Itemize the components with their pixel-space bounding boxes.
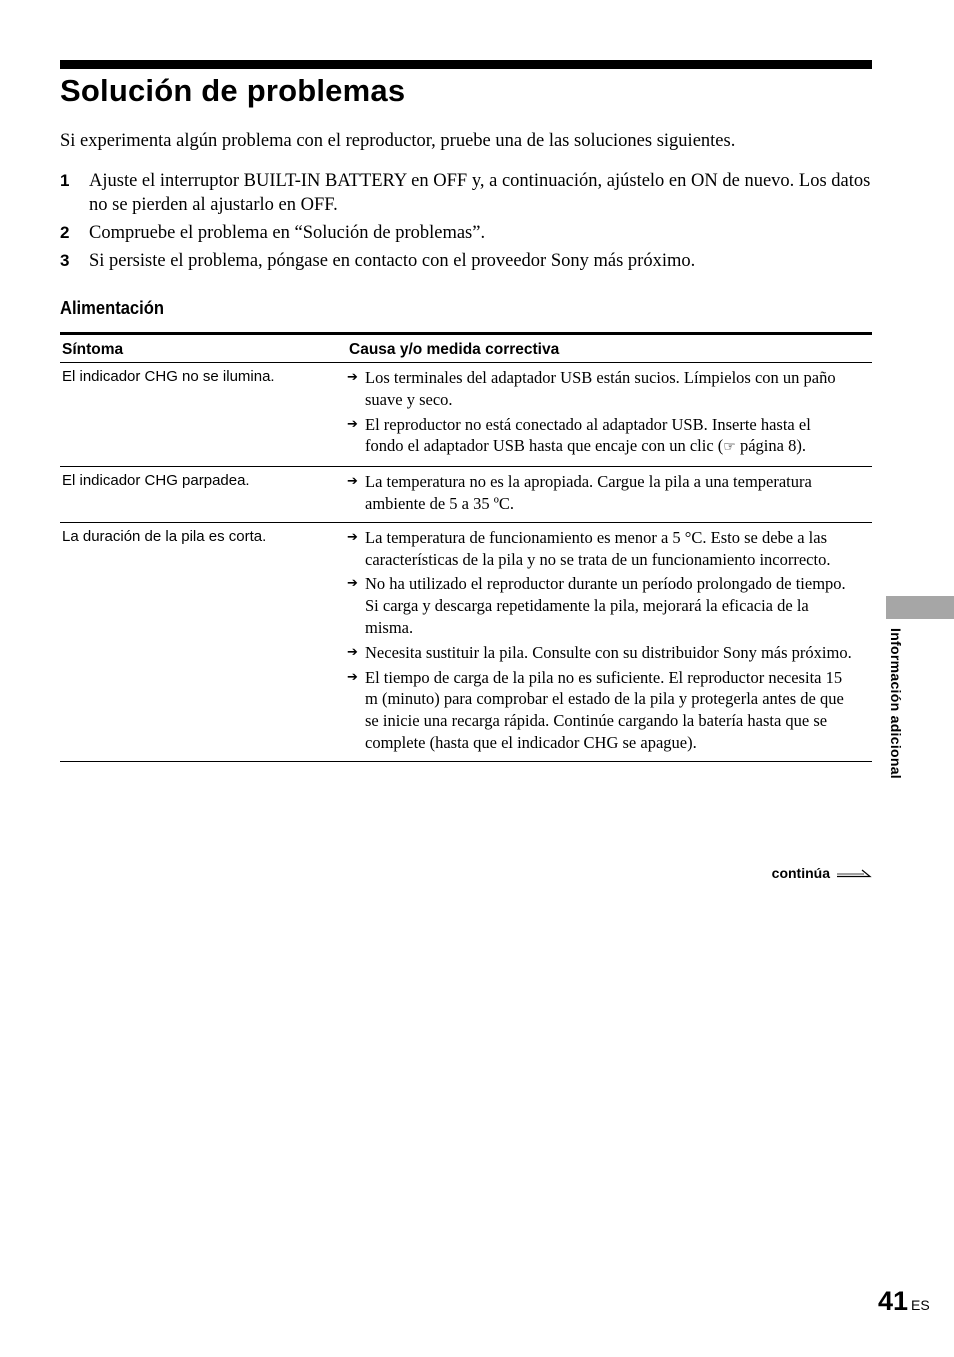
cause-text: La temperatura de funcionamiento es menor a 5 °C. Esto se debe a las características de la pila y no se trata de un funcionamiento incorrecto.	[365, 527, 831, 569]
arrow-right-icon: ➔	[347, 474, 358, 490]
cause-text: La temperatura no es la apropiada. Cargue la pila a una temperatura ambiente de 5 a 35 ºC.	[365, 472, 812, 513]
table-row	[60, 363, 872, 467]
table-header-row	[60, 334, 872, 363]
cause-item	[347, 367, 852, 411]
steps-list	[60, 169, 872, 277]
arrow-right-icon: ➔	[347, 529, 358, 545]
step-text: Si persiste el problema, póngase en contacto con el proveedor Sony más próximo.	[89, 251, 696, 271]
arrow-right-icon: ➔	[347, 576, 358, 592]
step-number: 2	[60, 223, 70, 242]
cause-item	[347, 527, 852, 571]
cause-text: El reproductor no está conectado al adaptador USB. Inserte hasta el fondo el adaptador USB hasta que encaje con un clic (	[365, 414, 811, 456]
cause-text: Necesita sustituir la pila. Consulte con su distribuidor Sony más próximo.	[365, 642, 852, 662]
column-header-symptom: Síntoma	[60, 334, 347, 363]
continues-label: continúa	[771, 865, 830, 881]
cause-item	[347, 414, 852, 460]
cause-item	[347, 573, 852, 638]
causes-cell	[347, 522, 872, 761]
cause-text: Los terminales del adaptador USB están sucios. Límpielos con un paño suave y seco.	[365, 368, 836, 409]
table-row	[60, 522, 872, 761]
step-number: 1	[60, 171, 70, 190]
intro-paragraph: Si experimenta algún problema con el reproductor, pruebe una de las soluciones siguientes.	[60, 131, 736, 151]
symptom-cell: La duración de la pila es corta.	[60, 522, 347, 761]
step-item	[60, 249, 872, 273]
causes-cell	[347, 363, 872, 467]
step-item	[60, 169, 872, 217]
page-language: ES	[911, 1297, 930, 1313]
arrow-right-icon: ➔	[347, 669, 358, 685]
step-text: Ajuste el interruptor BUILT-IN BATTERY en OFF y, a continuación, ajústelo en ON de nuevo. Los datos no se pierden al ajustarlo en OFF.	[89, 171, 871, 215]
cause-text: El tiempo de carga de la pila no es suficiente. El reproductor necesita 15 m (minuto) para comprobar el estado de la pila y protegerla antes de que se inicie una recarga rápida. Continúe cargando la batería hasta que se complete (hasta que el indicador CHG se apague).	[365, 667, 844, 752]
top-rule	[60, 60, 872, 69]
cause-item	[347, 471, 852, 515]
step-item	[60, 221, 872, 245]
symptom-cell: El indicador CHG no se ilumina.	[60, 363, 347, 467]
step-text: Compruebe el problema en “Solución de problemas”.	[89, 223, 486, 243]
page-title: Solución de problemas	[60, 73, 406, 108]
reference-pointer-icon: ☞	[723, 439, 736, 456]
arrow-right-icon: ➔	[347, 370, 358, 385]
step-number: 3	[60, 251, 70, 270]
section-heading: Alimentación	[60, 298, 164, 318]
section-side-tab	[886, 596, 954, 619]
cause-item	[347, 667, 852, 754]
cause-item	[347, 642, 852, 664]
continues-note	[772, 865, 872, 881]
troubleshooting-table	[60, 332, 872, 762]
arrow-right-icon: ➔	[347, 644, 358, 660]
continue-arrow-icon	[836, 868, 872, 878]
arrow-right-icon: ➔	[347, 416, 358, 432]
section-side-label: Información adicional	[888, 628, 904, 779]
causes-cell	[347, 467, 872, 523]
table-row	[60, 467, 872, 523]
column-header-cause: Causa y/o medida correctiva	[347, 334, 872, 363]
cause-text: No ha utilizado el reproductor durante un período prolongado de tiempo. Si carga y descarga repetidamente la pila, mejorará la eficacia de la misma.	[365, 574, 846, 637]
page-number: 41	[878, 1286, 909, 1316]
symptom-cell: El indicador CHG parpadea.	[60, 467, 347, 523]
page-reference: página 8).	[735, 436, 806, 456]
